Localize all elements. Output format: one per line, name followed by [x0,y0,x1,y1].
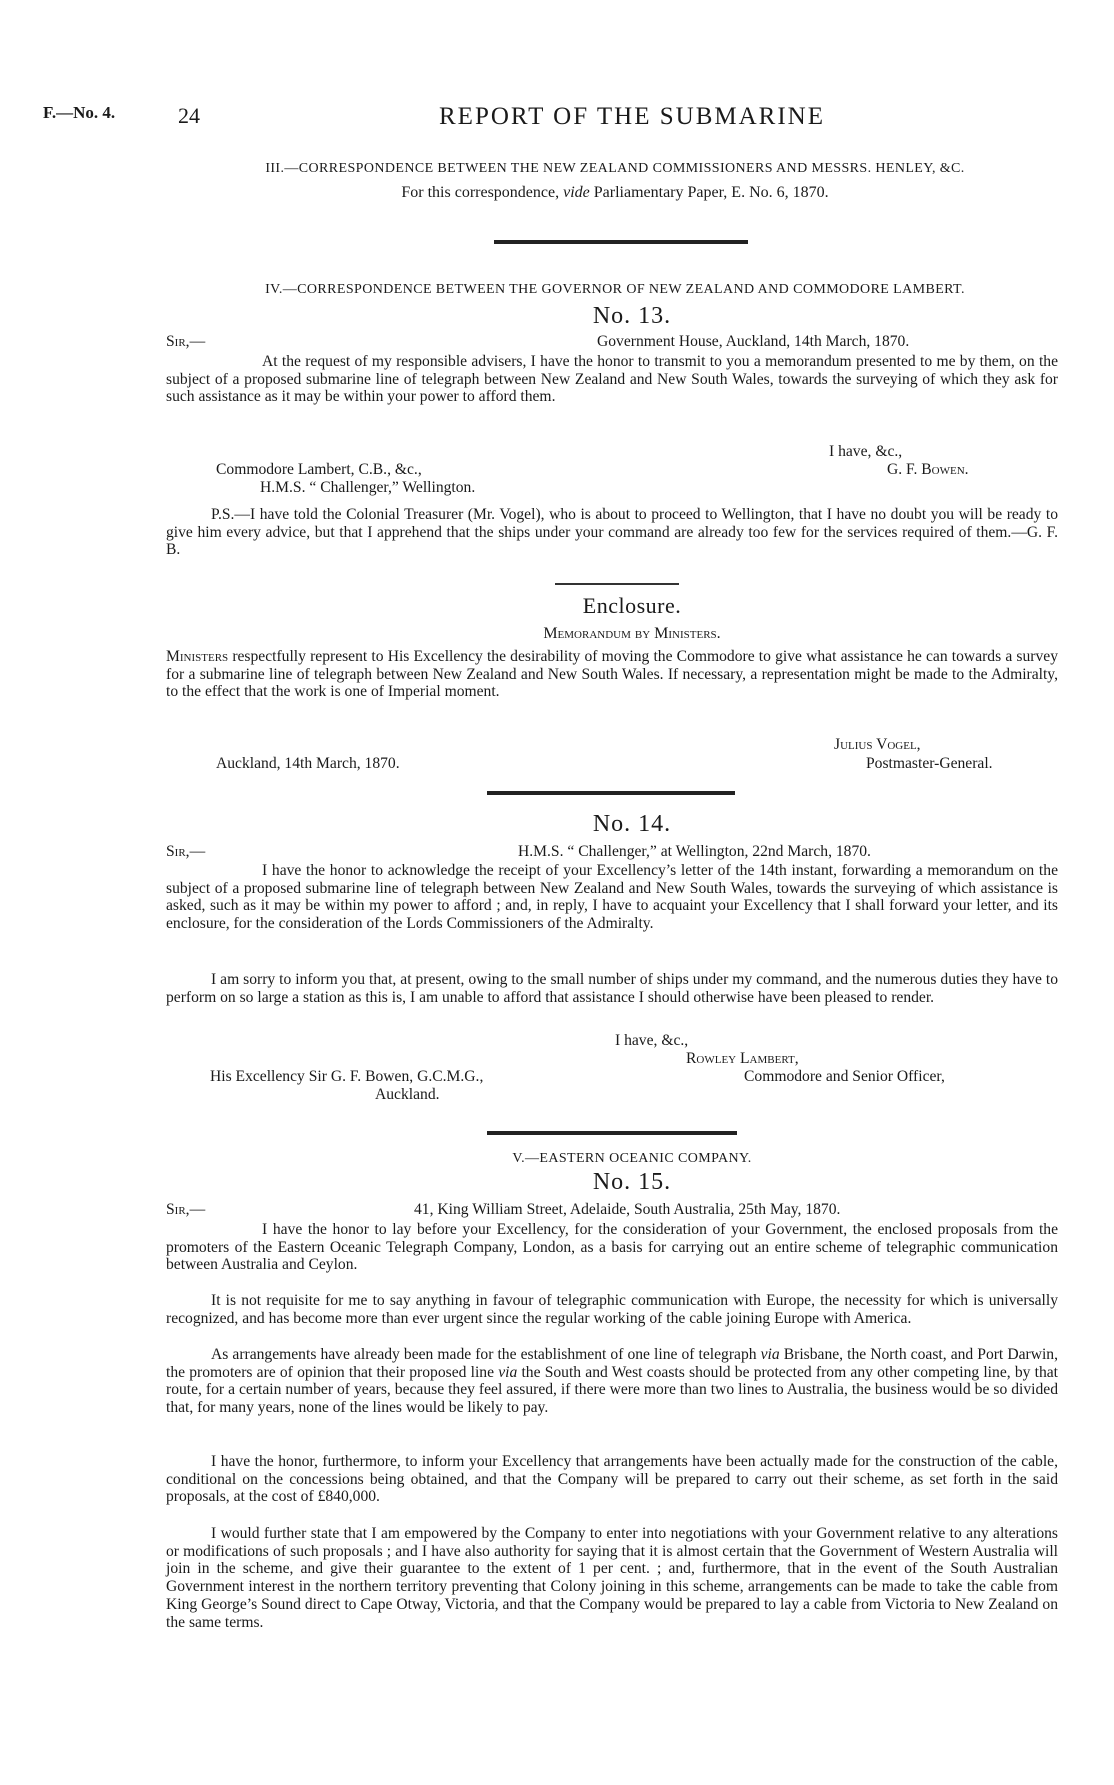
letter-15-address: 41, King William Street, Adelaide, South Australia, 25th May, 1870. [414,1201,841,1218]
letter-14-number: No. 14. [592,811,672,837]
letter-15-number: No. 15. [592,1169,672,1195]
letter-14-address: H.M.S. “ Challenger,” at Wellington, 22nd March, 1870. [518,843,871,860]
section-divider [487,1131,737,1135]
letter-13-number: No. 13. [592,303,672,329]
letter-13-addressee-line-1: Commodore Lambert, C.B., &c., [216,461,422,478]
letter-15-salutation: Sir,— [166,1201,206,1218]
letter-14-addressee-line-1: His Excellency Sir G. F. Bowen, G.C.M.G., [210,1068,484,1085]
letter-13-closing: I have, &c., [829,443,903,460]
enclosure-heading: Enclosure. [582,593,682,618]
letter-14-paragraph-1: I have the honor to acknowledge the receipt of your Excellency’s letter of the 14th instant, forwarding a memorandum on the subject of a proposed submarine line of telegraph between New Zealand and New South Wales, towards the surveying of which assistance is asked, such as it may be within my power to afford ; and, in reply, I have to acquaint your Excellency that I shall forward your letter, and its enclosure, for the consideration of the Lords Commissioners of the Admiralty. [166,862,1058,933]
letter-13-postscript: P.S.—I have told the Colonial Treasurer (Mr. Vogel), who is about to proceed to Wellington, that I have no doubt you will be ready to give him every advice, but that I apprehend that the ships under your command are already too few for the services required of them.—G. F. B. [166,506,1058,559]
letter-13-body: At the request of my responsible advisers, I have the honor to transmit to you a memorandum presented to me by them, on the subject of a proposed submarine line of telegraph between New Zealand and New South Wales, towards the surveying of which they ask for such assistance as it may be within your power to afford them. [166,353,1058,406]
section-4-heading: IV.—CORRESPONDENCE BETWEEN THE GOVERNOR OF NEW ZEALAND AND COMMODORE LAMBERT. [265,282,965,297]
enclosure-divider [555,583,679,585]
document-reference: F.—No. 4. [43,103,116,122]
enclosure-body: Ministers respectfully represent to His Excellency the desirability of moving the Commodore to give what assistance he can towards a survey for a submarine line of telegraph between New Zealand and New South Wales. If necessary, a representation might be made to the Admiralty, to the effect that the work is one of Imperial moment. [166,648,1058,701]
letter-13-address: Government House, Auckland, 14th March, 1870. [597,333,910,350]
letter-15-paragraph-3: As arrangements have already been made for the establishment of one line of telegraph via Brisbane, the North coast, and Port Darwin, the promoters are of opinion that their proposed line via the South and West coasts should be protected from any other competing line, by that route, for a certain number of years, because they feel assured, if there were more than two lines to Australia, the business would be so divided that, for many years, none of the lines would be likely to pay. [166,1346,1058,1417]
section-3-heading: III.—CORRESPONDENCE BETWEEN THE NEW ZEALAND COMMISSIONERS AND MESSRS. HENLEY, &C. [265,161,965,176]
page-number: 24 [178,103,200,128]
section-divider [487,791,735,795]
letter-15-paragraph-4: I have the honor, furthermore, to inform your Excellency that arrangements have been actually made for the construction of the cable, conditional on the concessions being obtained, and that the Company will be prepared to carry out their scheme, as set forth in the said proposals, at the cost of £840,000. [166,1453,1058,1506]
section-divider [494,240,748,244]
letter-13-salutation: Sir,— [166,333,206,350]
letter-14-salutation: Sir,— [166,843,206,860]
section-3-note: For this correspondence, vide Parliamentary Paper, E. No. 6, 1870. [401,184,829,201]
letter-13-signature: G. F. Bowen. [887,461,969,478]
letter-13-addressee-line-2: H.M.S. “ Challenger,” Wellington. [260,479,476,496]
letter-14-paragraph-2: I am sorry to inform you that, at present, owing to the small number of ships under my command, and the numerous duties they have to perform on so large a station as this is, I am unable to afford that assistance I should otherwise have been pleased to render. [166,971,1058,1006]
enclosure-place-date: Auckland, 14th March, 1870. [216,755,400,772]
enclosure-subheading: Memorandum by Ministers. [543,625,721,642]
section-5-heading: V.—EASTERN OCEANIC COMPANY. [512,1151,752,1166]
letter-14-addressee-line-2: Auckland. [375,1086,440,1103]
letter-14-signer-title: Commodore and Senior Officer, [744,1068,945,1085]
letter-14-closing: I have, &c., [615,1032,689,1049]
letter-15-paragraph-1: I have the honor to lay before your Excellency, for the consideration of your Government, the enclosed proposals from the promoters of the Eastern Oceanic Telegraph Company, London, as a basis for carrying out an entire scheme of telegraphic communication between Australia and Ceylon. [166,1221,1058,1274]
letter-15-paragraph-2: It is not requisite for me to say anything in favour of telegraphic communication with Europe, the necessity for which is universally recognized, and has become more than ever urgent since the regular working of the cable joining Europe with America. [166,1292,1058,1327]
enclosure-signer-title: Postmaster-General. [866,755,993,772]
letter-15-paragraph-5: I would further state that I am empowered by the Company to enter into negotiations with your Government relative to any alterations or modifications of such proposals ; and I have also authority for saying that it is almost certain that the Government of Western Australia will join in the scheme, and give their guarantee to the extent of 1 per cent. ; and, furthermore, that in the event of the South Australian Government interest in the northern territory preventing that Colony joining in this scheme, arrangements can be made to take the cable from King George’s Sound direct to Cape Otway, Victoria, and that the Company would be prepared to lay a cable from Victoria to New Zealand on the same terms. [166,1525,1058,1631]
letter-14-signer: Rowley Lambert, [686,1050,799,1067]
enclosure-signer: Julius Vogel, [834,736,921,753]
running-title: REPORT OF THE SUBMARINE [439,103,825,130]
